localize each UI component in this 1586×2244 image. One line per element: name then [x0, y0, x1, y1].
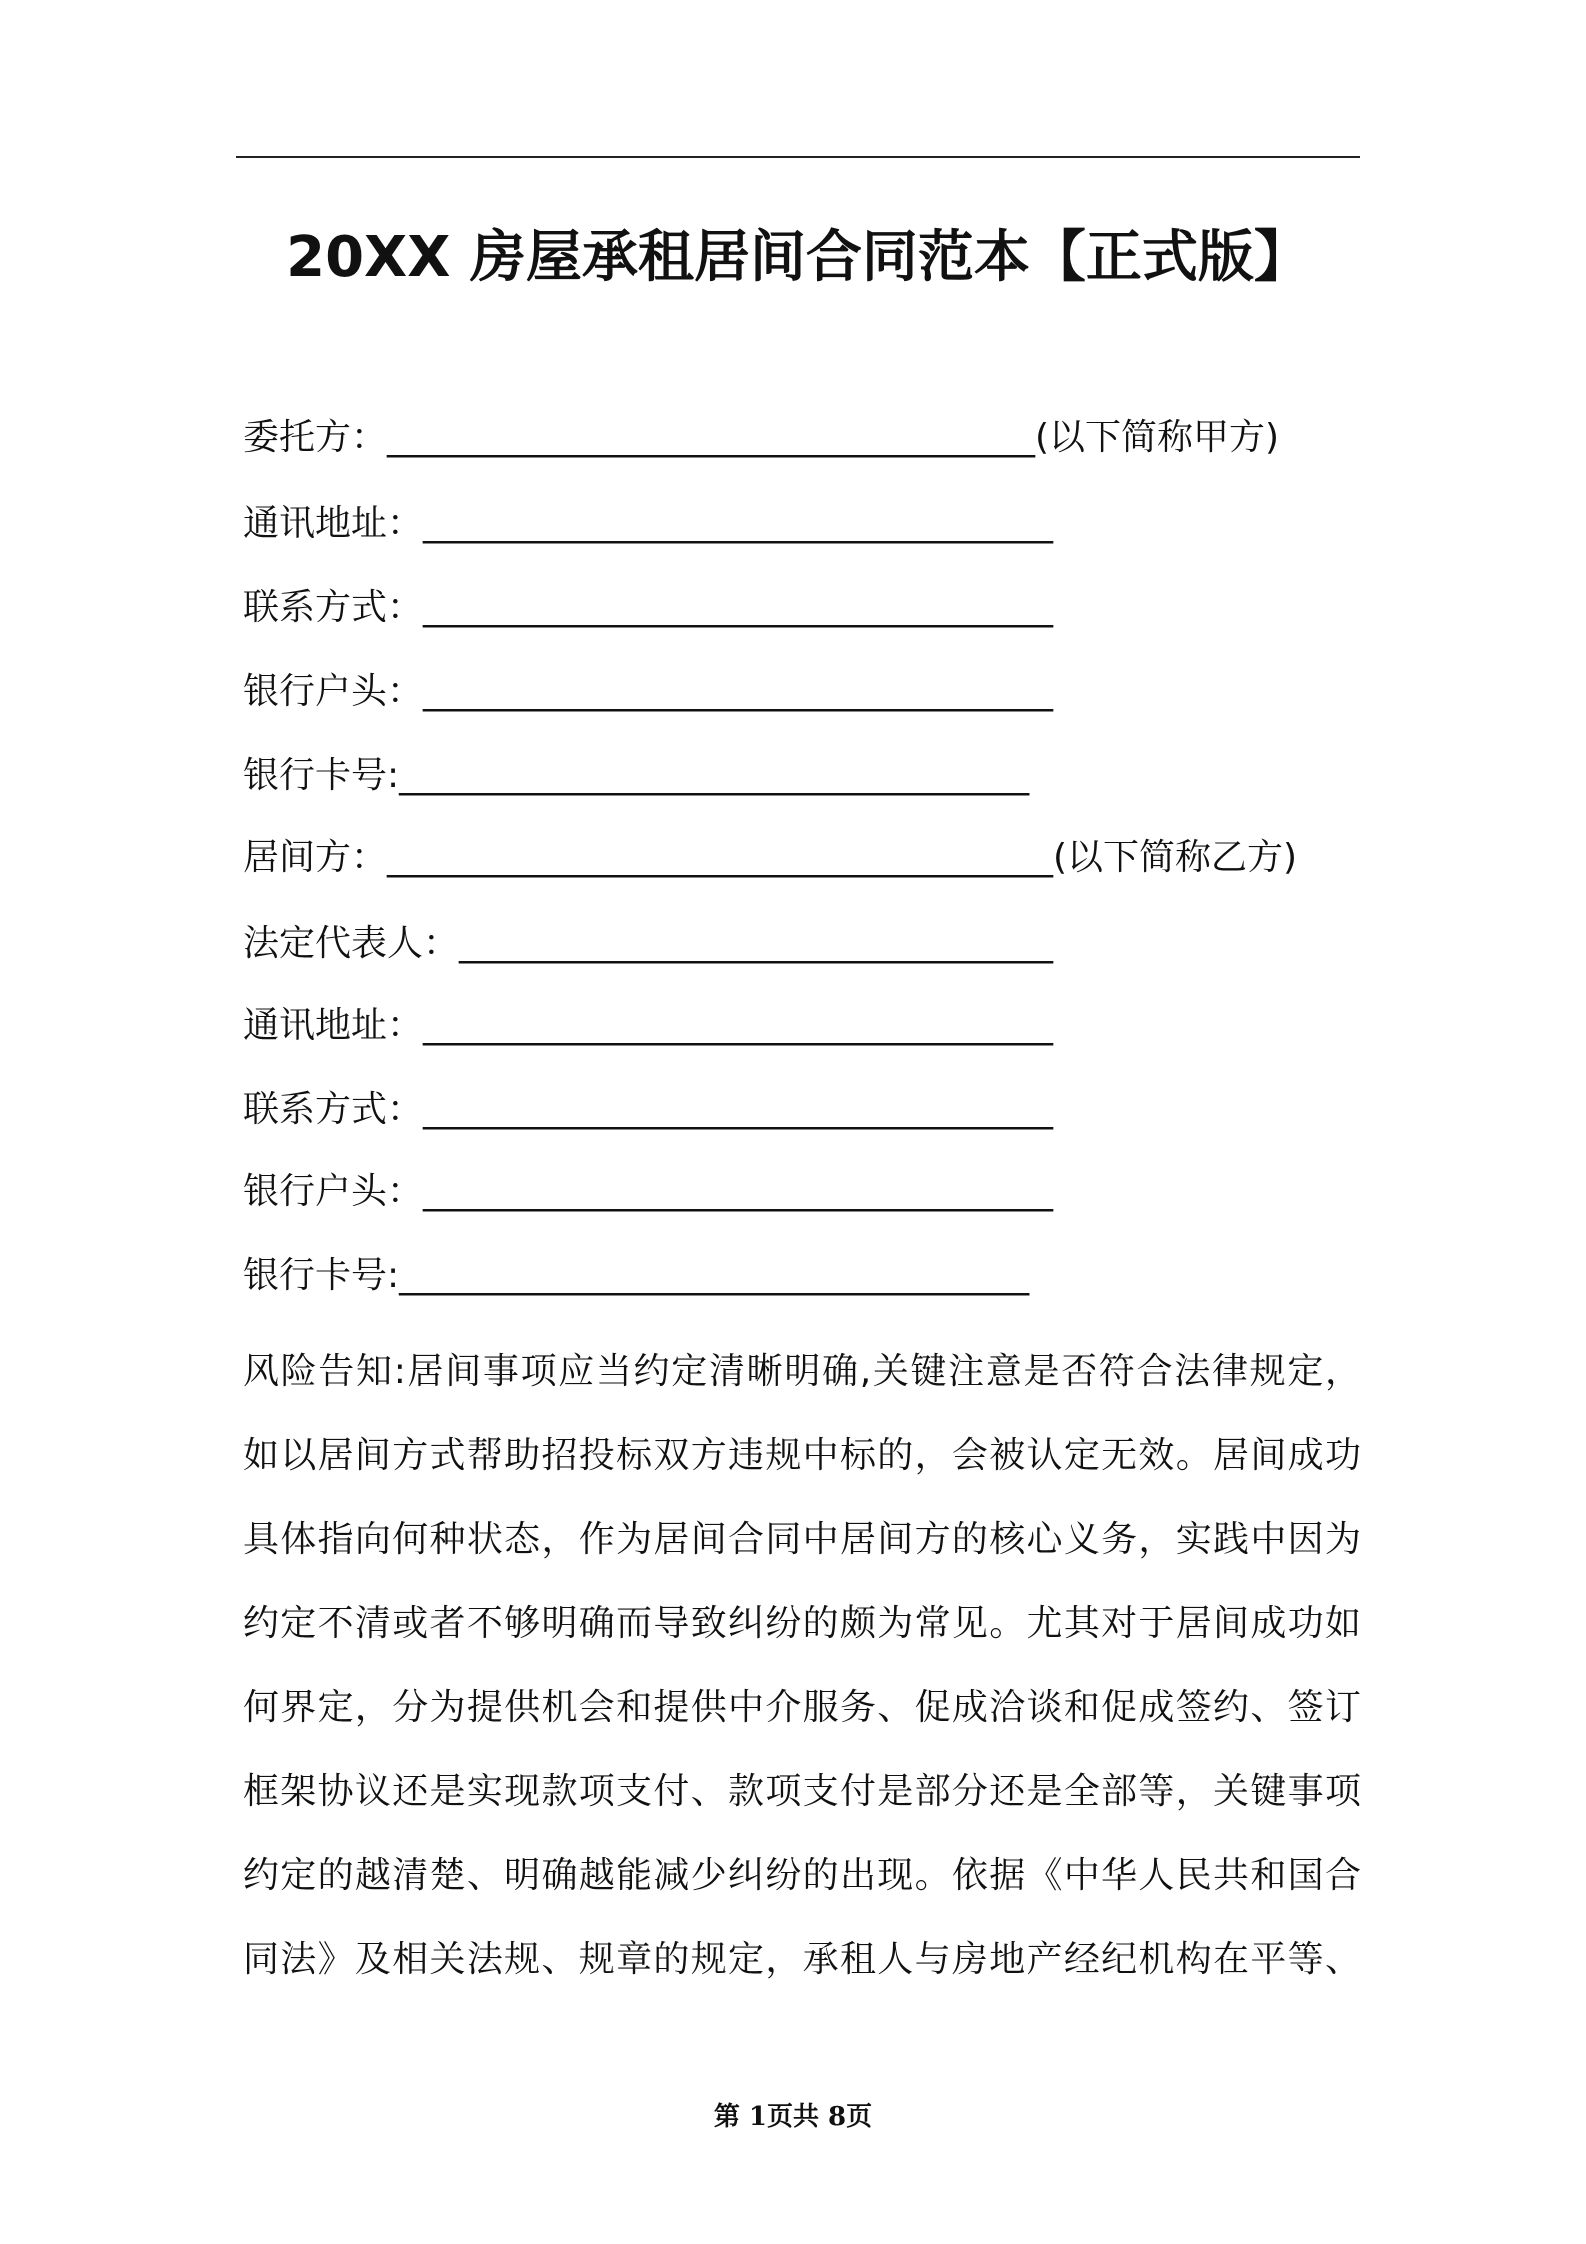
- party-a-account-blank[interactable]: ___________________________________: [423, 671, 1054, 712]
- party-b-account-label: 银行户头：: [243, 1171, 424, 1212]
- document-title: 20XX 房屋承租居间合同范本【正式版】: [286, 225, 1310, 290]
- party-a-card-blank[interactable]: ___________________________________: [399, 755, 1030, 796]
- party-b-contact-field: [243, 1086, 1053, 1134]
- party-a-contact-label: 联系方式：: [243, 587, 424, 628]
- notice-line: 何界定，分为提供机会和提供中介服务、促成洽谈和促成签约、签订: [243, 1687, 1361, 1728]
- notice-line: 约定不清或者不够明确而导致纠纷的颇为常见。尤其对于居间成功如: [243, 1603, 1361, 1644]
- party-a-account-field: [243, 668, 1053, 716]
- party-b-contact-blank[interactable]: ___________________________________: [423, 1089, 1054, 1130]
- notice-line: 框架协议还是实现款项支付、款项支付是部分还是全部等，关键事项: [243, 1771, 1361, 1812]
- legal-rep-field: [243, 920, 1053, 968]
- header-rule: [236, 156, 1360, 158]
- party-a-card-label: 银行卡号:: [243, 755, 400, 796]
- notice-line: 风险告知:居间事项应当约定清晰明确,关键注意是否符合法律规定，: [243, 1351, 1361, 1392]
- principal-field: [243, 414, 1279, 462]
- party-a-address-blank[interactable]: ___________________________________: [423, 503, 1054, 544]
- broker-blank[interactable]: _____________________________________: [387, 837, 1054, 878]
- party-b-account-blank[interactable]: ___________________________________: [423, 1171, 1054, 1212]
- notice-line: 如以居间方式帮助招投标双方违规中标的，会被认定无效。居间成功: [243, 1435, 1361, 1476]
- party-b-contact-label: 联系方式：: [243, 1089, 424, 1130]
- broker-label: 居间方：: [243, 837, 388, 878]
- party-a-account-label: 银行户头：: [243, 671, 424, 712]
- broker-field: [243, 834, 1297, 882]
- legal-rep-blank[interactable]: _________________________________: [459, 923, 1054, 964]
- party-b-address-label: 通讯地址：: [243, 1005, 424, 1046]
- principal-label: 委托方：: [243, 417, 388, 458]
- party-a-contact-field: [243, 584, 1053, 632]
- party-b-address-field: [243, 1002, 1053, 1050]
- page-number: 第 1页共 8页: [713, 2102, 873, 2132]
- principal-suffix: (以下简称甲方): [1035, 417, 1280, 458]
- risk-notice: [243, 1330, 1361, 2002]
- notice-line: 具体指向何种状态，作为居间合同中居间方的核心义务，实践中因为: [243, 1519, 1361, 1560]
- party-a-address-label: 通讯地址：: [243, 503, 424, 544]
- party-a-contact-blank[interactable]: ___________________________________: [423, 587, 1054, 628]
- principal-blank[interactable]: ____________________________________: [387, 417, 1036, 458]
- party-b-account-field: [243, 1168, 1053, 1216]
- legal-rep-label: 法定代表人：: [243, 923, 460, 964]
- party-b-card-label: 银行卡号:: [243, 1255, 400, 1296]
- party-b-card-blank[interactable]: ___________________________________: [399, 1255, 1030, 1296]
- broker-suffix: (以下简称乙方): [1053, 837, 1298, 878]
- party-a-address-field: [243, 500, 1053, 548]
- party-b-card-field: [243, 1252, 1029, 1300]
- party-b-address-blank[interactable]: ___________________________________: [423, 1005, 1054, 1046]
- party-a-card-field: [243, 752, 1029, 800]
- notice-line: 约定的越清楚、明确越能减少纠纷的出现。依据《中华人民共和国合: [243, 1855, 1361, 1896]
- notice-line: 同法》及相关法规、规章的规定，承租人与房地产经纪机构在平等、: [243, 1939, 1361, 1980]
